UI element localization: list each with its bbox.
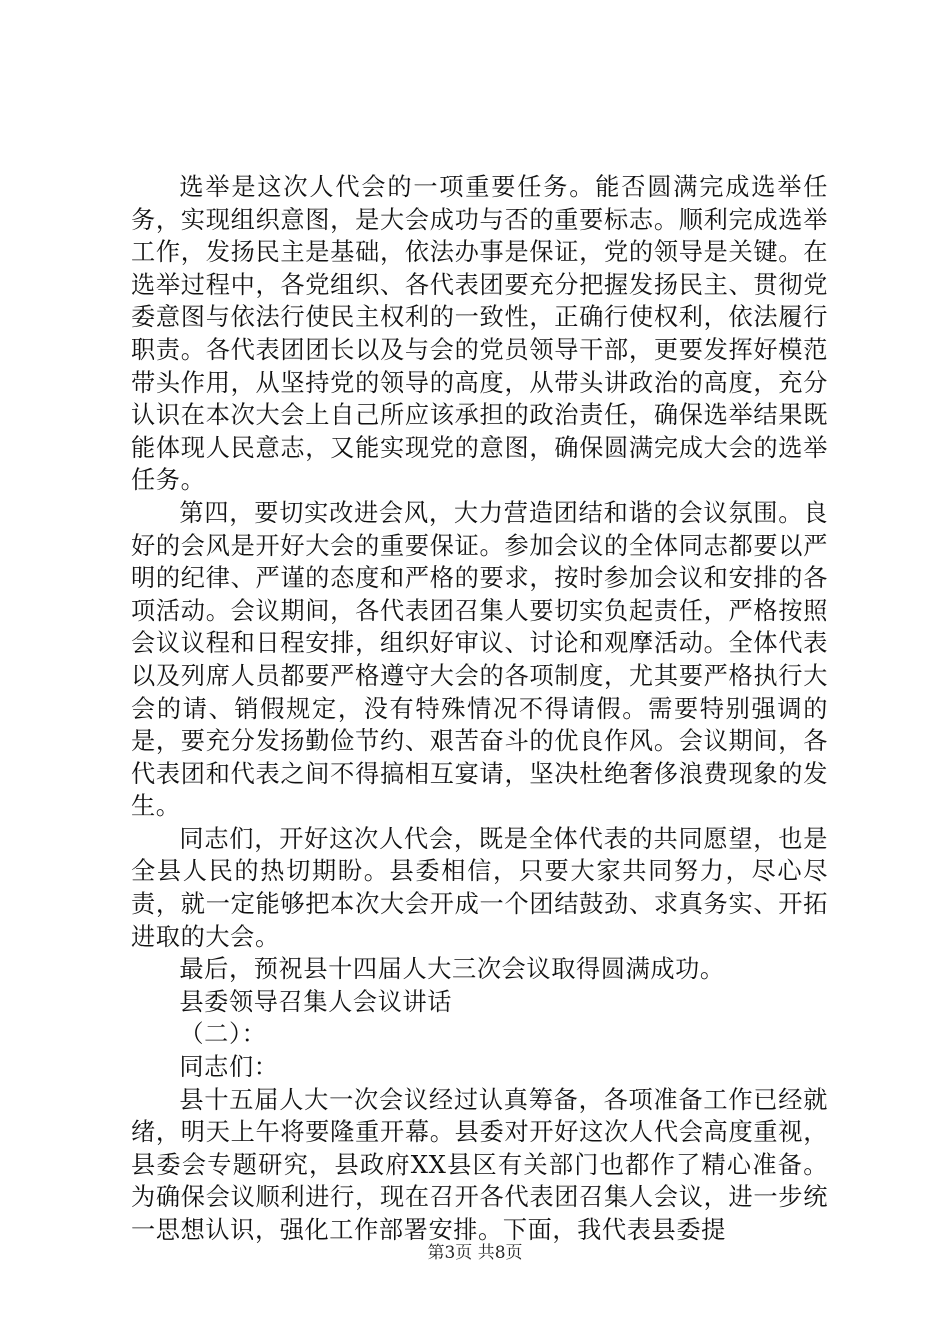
page-number-footer: 第3页 共8页 xyxy=(427,1243,523,1263)
paragraph-comrades-expectation: 同志们，开好这次人代会，既是全体代表的共同愿望，也是全县人民的热切期盼。县委相信，只要大家共同努力，尽心尽责，就一定能够把本次大会开成一个团结鼓劲、求真务实、开拓进取的大会。 xyxy=(131,824,828,951)
salutation: 同志们： xyxy=(179,1053,279,1082)
section-number: （二）： xyxy=(179,1020,267,1049)
section-heading: 县委领导召集人会议讲话 xyxy=(179,987,453,1016)
paragraph-election: 选举是这次人代会的一项重要任务。能否圆满完成选举任务，实现组织意图，是大会成功与否的重要标志。顺利完成选举工作，发扬民主是基础，依法办事是保证，党的领导是关键。在选举过程中，各党组织、各代表团要充分把握发扬民主、贯彻党委意图与依法行使民主权利的一致性，正确行使权利，依法履行职责。各代表团团长以及与会的党员领导干部，更要发挥好模范带头作用，从坚持党的领导的高度，从带头讲政治的高度，充分认识在本次大会上自己所应该承担的政治责任，确保选举结果既能体现人民意志，又能实现党的意图，确保圆满完成大会的选举任务。 xyxy=(131,173,828,495)
document-body xyxy=(131,171,828,1247)
paragraph-closing-wish: 最后，预祝县十四届人大三次会议取得圆满成功。 xyxy=(179,955,725,984)
paragraph-opening-preparation: 县十五届人大一次会议经过认真筹备，各项准备工作已经就绪，明天上午将要隆重开幕。县委对开好这次人代会高度重视，县委会专题研究，县政府XX县区有关部门也都作了精心准备。为确保会议顺利进行，现在召开各代表团召集人会议，进一步统一思想认识，强化工作部署安排。下面，我代表县委提 xyxy=(131,1085,828,1244)
paragraph-meeting-style: 第四，要切实改进会风，大力营造团结和谐的会议氛围。良好的会风是开好大会的重要保证。参加会议的全体同志都要以严明的纪律、严谨的态度和严格的要求，按时参加会议和安排的各项活动。会议期间，各代表团召集人要切实负起责任，严格按照会议议程和日程安排，组织好审议、讨论和观摩活动。全体代表以及列席人员都要严格遵守大会的各项制度，尤其要严格执行大会的请、销假规定，没有特殊情况不得请假。需要特别强调的是，要充分发扬勤俭节约、艰苦奋斗的优良作风。会议期间，各代表团和代表之间不得搞相互宴请，坚决杜绝奢侈浪费现象的发生。 xyxy=(131,498,828,821)
